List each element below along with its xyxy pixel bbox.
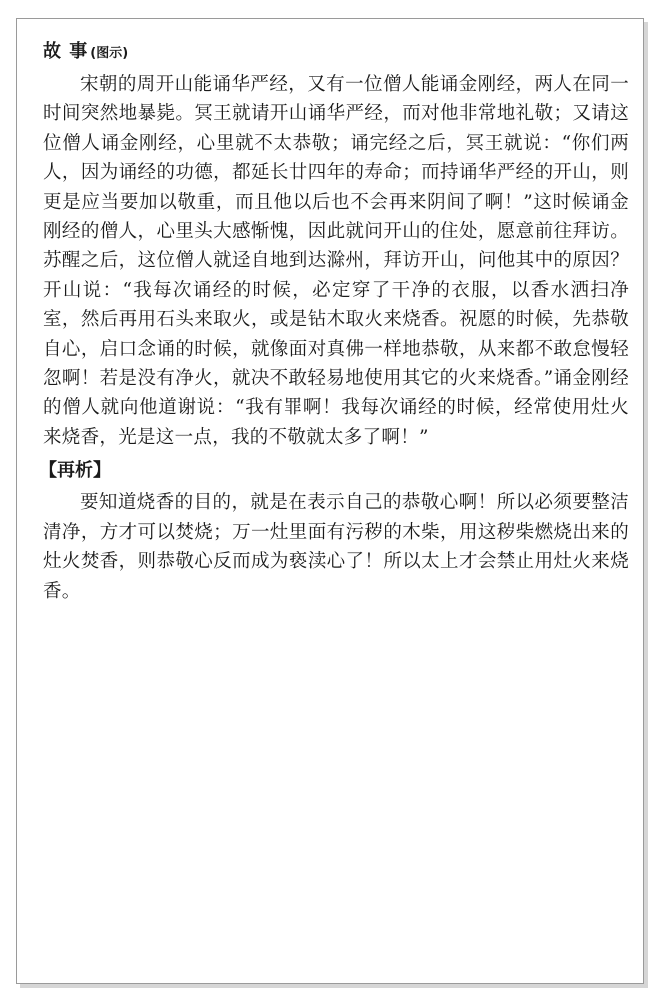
page-content <box>39 38 629 606</box>
story-heading-text: 故 事 <box>43 41 89 62</box>
story-heading-tag: (图示) <box>90 46 129 61</box>
story-heading <box>43 38 629 68</box>
story-paragraph: 宋朝的周开山能诵华严经，又有一位僧人能诵金刚经，两人在同一时间突然地暴毙。冥王就请开山诵华严经，而对他非常地礼敬；又请这位僧人诵金刚经，心里就不太恭敬；诵完经之后，冥王就说：“你们两人，因为诵经的功德，都延长廿四年的寿命；而持诵华严经的开山，则更是应当要加以敬重，而且他以后也不会再来阴间了啊！”这时候诵金刚经的僧人，心里头大感惭愧，因此就问开山的住处，愿意前往拜访。苏醒之后，这位僧人就迳自地到达滁州，拜访开山，问他其中的原因？开山说：“我每次诵经的时候，必定穿了干净的衣服，以香水洒扫净室，然后再用石头来取火，或是钻木取火来烧香。祝愿的时候，先恭敬自心，启口念诵的时候，就像面对真佛一样地恭敬，从来都不敢怠慢轻忽啊！若是没有净火，就决不敢轻易地使用其它的火来烧香。”诵金刚经的僧人就向他道谢说：“我有罪啊！我每次诵经的时候，经常使用灶火来烧香，光是这一点，我的不敬就太多了啊！” <box>43 74 629 448</box>
analysis-paragraph: 要知道烧香的目的，就是在表示自己的恭敬心啊！所以必须要整洁清净，方才可以焚烧；万一灶里面有污秽的木柴，用这秽柴燃烧出来的灶火焚香，则恭敬心反而成为亵渎心了！所以太上才会禁止用灶火来烧香。 <box>43 492 629 602</box>
analysis-heading: 【再析】 <box>39 460 111 482</box>
